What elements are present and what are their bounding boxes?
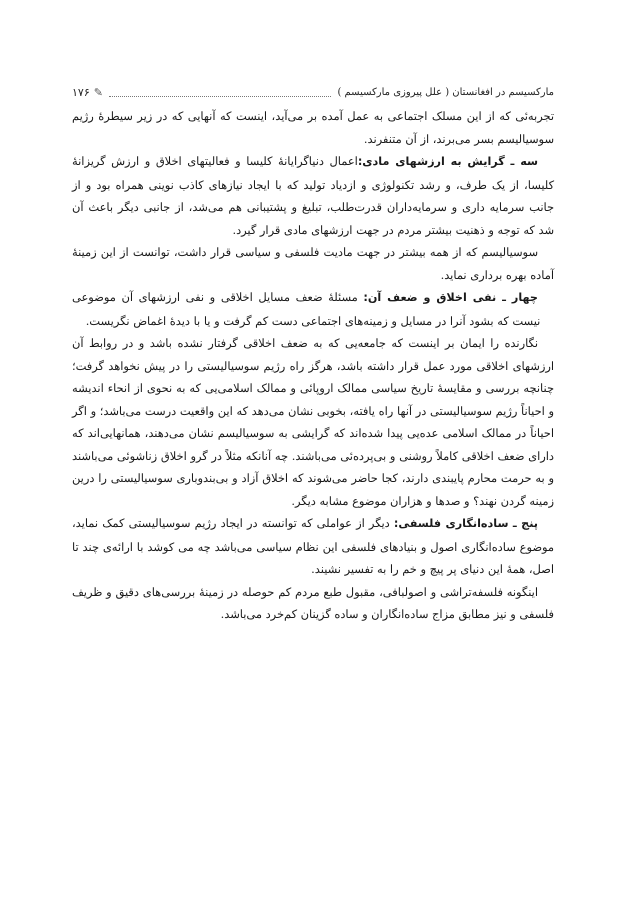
leader-dots [109,88,331,97]
paragraph-2-text: اعمال دنیاگرایانهٔ کلیسا و فعالیتهای اخلاق و ارزش گریزانهٔ کلیسا، از یک طرف، و رشد تکنولوژی و ازدیاد تولید که با ایجاد نیازهای کاذب نوینی همراه بود و از جانب سرمایه داری و سرمایه‌داران قدرت‌طلب، تبلیغ و پشتیبانی هم می‌شد، از جانبی دیگر باعث آن شد که توجه و ذهنیت بیشتر مردم در جهت ارزشهای مادی قرار گیرد. [72,154,554,237]
running-title: مارکسیسم در افغانستان ( علل پیروزی مارکسیسم ) [337,86,554,98]
paragraph-1-text: تجربه‌ئی که از این مسلک اجتماعی به عمل آمده بر می‌آید، اینست که آنهایی که در زیر سیطرهٔ رژیم سوسیالیسم بسر می‌برند، از آن متنفرند. [72,109,554,146]
paragraph-1 [72,105,554,150]
paragraph-7-text: اینگونه فلسفه‌تراشی و اصولبافی، مقبول طبع مردم کم حوصله در زمینهٔ بررسی‌های دقیق و ظریف فلسفی و نیز مطابق مزاج ساده‌انگاران و ساده گزینان کم‌خرد می‌باشد. [72,584,554,621]
paragraph-6 [72,512,554,581]
page-number: ۱۷۶ [72,85,90,99]
quill-ornament-icon: ✎ [93,85,103,99]
paragraph-4 [72,286,554,332]
heading-simplism: پنج ـ ساده‌انگاری فلسفی: [393,517,539,530]
paragraph-2 [72,150,554,241]
paragraph-5 [72,332,554,512]
paragraph-5-text: نگارنده را ایمان بر اینست که جامعه‌یی که به ضعف اخلاقی گرفتار نشده باشد و در روابط آن ارزشهای اخلاقی مورد عمل قرار داشته باشد، هرگز راه رژیم سوسیالیستی را در پیش نخواهد گرفت؛ چنانچه بررسی و مقایسهٔ تاریخ سیاسی ممالک اروپائی و ممالک اسلامی‌یی که به نحوی از انحاء اندیشه و احیاناً رژیم سوسیالیستی در آنها راه یافته، بخوبی نشان می‌دهد که این واقعیت درست می‌باشد؛ و اگر احیاناً در ممالک اسلامی عده‌یی پیدا شده‌اند که گرایشی به سوسیالیسم نشان می‌دهند، همانهایی‌اند که دارای ضعف اخلاقی کاملاً روشنی و بی‌پرده‌ئی می‌باشند. چه آنانکه مثلاً در گرو اخلاق زناشوئی می‌باشند و به حرمت محارم پایبندی دارند، کجا حاضر می‌شوند که اخلاق آزاد و بی‌بندوباری سوسیالیستی را درین زمینه گردن نهند؟ و صدها و هزاران موضوع مشابه دیگر. [72,336,554,508]
paragraph-3-text: سوسیالیسم که از همه بیشتر در جهت مادیت فلسفی و سیاسی قرار داشت، توانست از این زمینهٔ آماده بهره برداری نماید. [72,245,554,282]
heading-materialism: سه ـ گرایش به ارزشهای مادی: [357,155,538,168]
heading-ethics: چهار ـ نفی اخلاق و ضعف آن: [363,291,538,304]
paragraph-3 [72,241,554,286]
paragraph-4-text: مسئلهٔ ضعف مسایل اخلاقی و نفی ارزشهای آن موضوعی نیست که بشود آنرا در مسایل و زمینه‌های اجتماعی دست کم گرفت و یا با دیدهٔ اغماض نگریست. [72,290,541,328]
page-body [72,105,554,626]
paragraph-7 [72,581,554,626]
running-header [72,84,554,100]
paragraph-6-text: دیگر از عواملی که توانسته در ایجاد رژیم سوسیالیستی کمک نماید، موضوع ساده‌انگاری اصول و بنیادهای فلسفی این نظام سیاسی می‌باشد چه می کوشد با ارائه‌ی چند تا اصل، همهٔ این دنیای پر پیچ و خم را به تفسیر نشیند. [72,516,554,576]
